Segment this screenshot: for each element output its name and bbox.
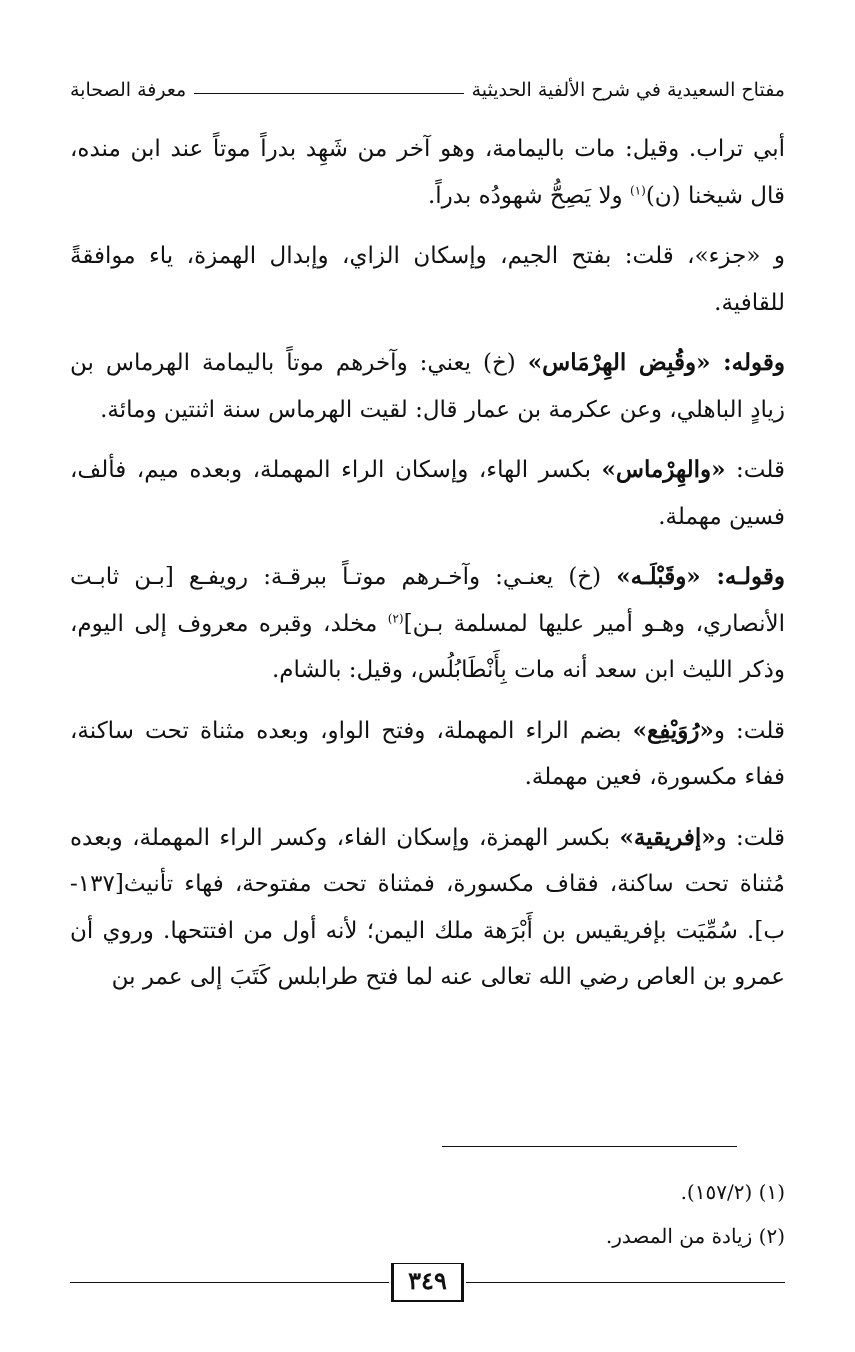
paragraph [70,447,785,540]
text-run: بضم الراء المهملة، وفتح الواو، وبعده مثناة تحت ساكنة، ففاء مكسورة، فعين مهملة. [70,717,785,790]
footnotes [70,1170,785,1258]
header-rule [194,93,463,94]
paragraph [70,233,785,326]
text-run: (خ) يعني: وآخرهم موتاً باليمامة الهرماس بن زيادٍ الباهلي، وعن عكرمة بن عمار قال: لقيت الهرماس سنة اثنتين ومائة. [70,350,785,423]
text-run: قلت: و [715,824,785,851]
paragraph [70,340,785,433]
text-run: مخلد، وقبره معروف إلى اليوم، وذكر الليث ابن سعد أنه مات بِأَنْطَابُلُس، وقيل: بالشام. [70,610,785,683]
footnote-1: (١) (١٥٧/٢). [680,1180,785,1204]
footnote-reference: (١) [629,182,646,197]
section-title: معرفة الصحابة [70,79,187,101]
text-run: (خ) يعنـي: وآخـرهم موتـاً ببرقـة: رويفـع [بـن ثابـت الأنصاري، وهـو أمير عليها لمسلمة بـن] [70,564,785,637]
running-header [70,72,785,108]
text-run: و «جزء»، قلت: بفتح الجيم، وإسكان الزاي، وإبدال الهمزة، ياء موافقةً للقافية. [70,243,785,316]
paragraph [70,815,785,1001]
text-run: أبي تراب. وقيل: مات باليمامة، وهو آخر من شَهِد بدراً موتاً عند ابن منده، قال شيخنا (ن) [70,136,785,209]
paragraph [70,554,785,694]
quoted-term: وقوله: «وقُبِض الهِرْمَاس» [527,349,785,376]
text-run: بكسر الهمزة، وإسكان الفاء، وكسر الراء المهملة، وبعده مُثناة تحت ساكنة، فقاف مكسورة، فمثناة تحت مفتوحة، فهاء تأنيث[١٣٧-ب]. سُمِّيَت بإفريقيس بن أَبْرَهة ملك اليمن؛ لأنه أول من افتتحها. وروي أن عمرو بن العاص رضي الله تعالى عنه لما فتح طرابلس كَتَبَ إلى عمر بن [70,824,785,990]
footnote-reference: (٢) [387,610,404,625]
text-run: بكسر الهاء، وإسكان الراء المهملة، وبعده ميم، فألف، فسين مهملة. [70,457,785,530]
page-footer [70,1262,785,1302]
quoted-term: «رُوَيْفِع» [632,716,714,744]
quoted-term: «إفريقية» [619,823,716,851]
footer-rule-left [70,1282,389,1283]
text-run: قلت: [725,457,785,483]
paragraph [70,708,785,801]
text-run: ولا يَصِحُّ شهودُه بدراً. [427,182,630,209]
quoted-term: وقولـه: «وقَبْلَـه» [616,563,785,590]
paragraph [70,126,785,219]
main-text [70,126,785,1015]
footer-rule-right [466,1282,785,1283]
text-run: قلت: و [713,717,785,744]
book-title: مفتاح السعيدية في شرح الألفية الحديثية [471,79,785,101]
footnote-2: (٢) زيادة من المصدر. [605,1224,785,1248]
page-number: ٣٤٩ [391,1263,464,1302]
footnote-separator [442,1146,737,1147]
quoted-term: «والهِرْماس» [601,456,726,483]
